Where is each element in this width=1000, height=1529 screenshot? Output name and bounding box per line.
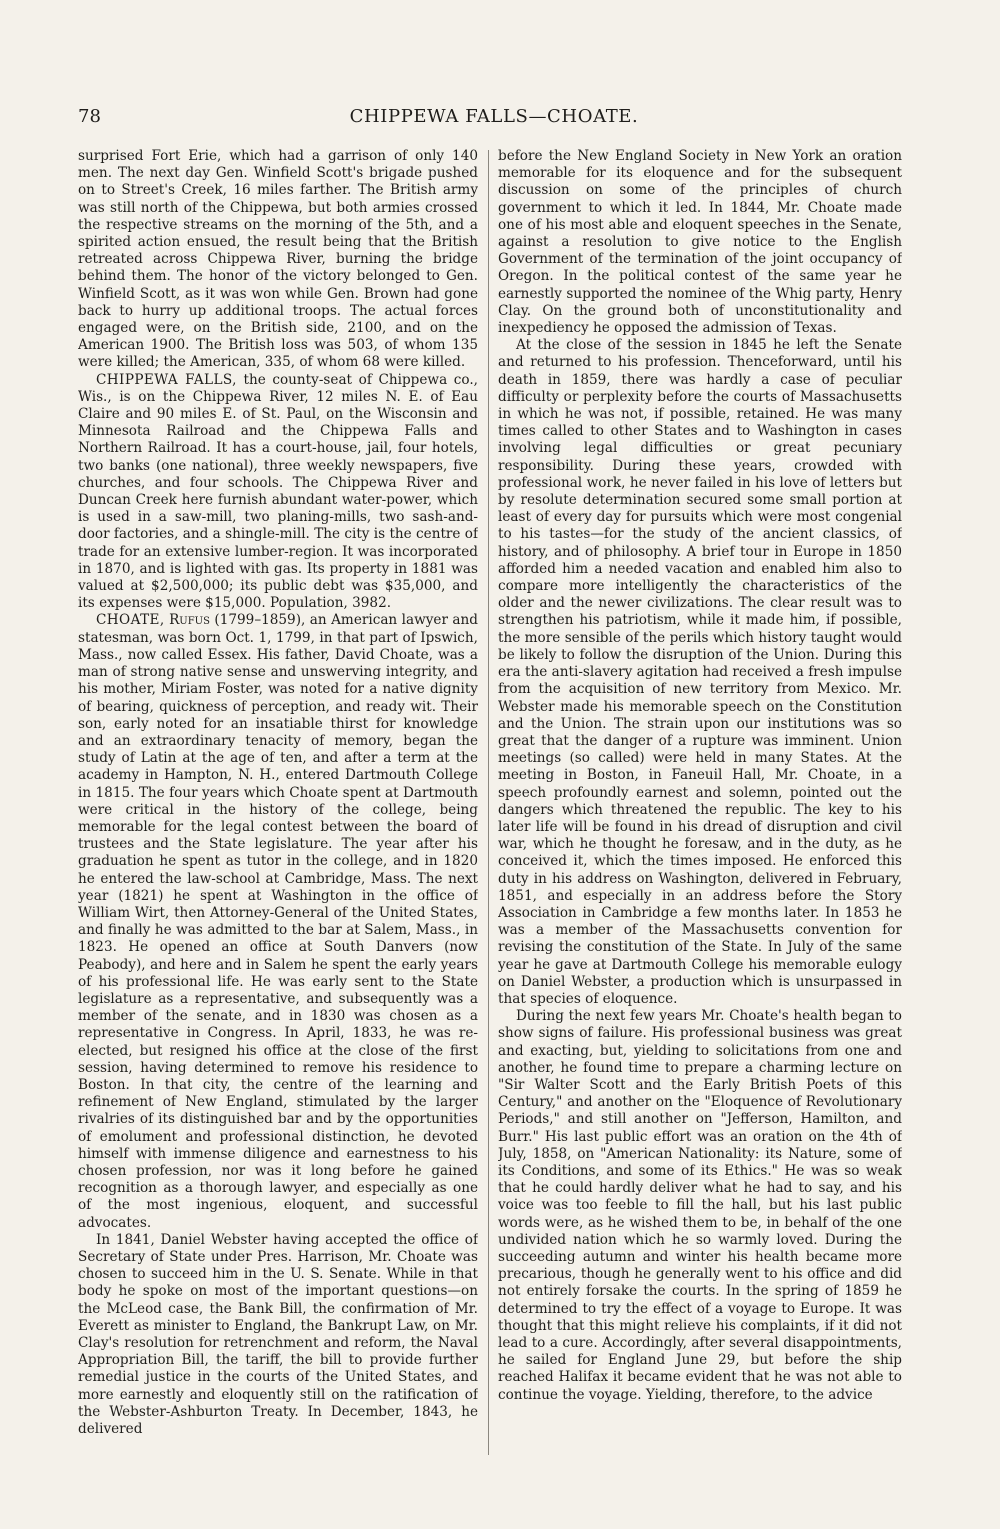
entry-choate bbox=[78, 612, 478, 1231]
paragraph-new-england-society: before the New England Society in New York an oration memorable for its eloquence and for the subsequent discussion on some of the principles of church government to which it led. In 1844, Mr. Choate made one of his most able and eloquent speeches in the Senate, against a resolution to give notice to the English Government of the termination of the joint occupancy of Oregon. In the political contest of the same year he earnestly supported the nominee of the Whig party, Henry Clay. On the ground both of unconstitutionality and inexpediency he opposed the admission of Texas. bbox=[498, 148, 902, 337]
paragraph-fort-erie: surprised Fort Erie, which had a garrison of only 140 men. The next day Gen. Winfield Scott's brigade pushed on to Street's Creek, 16 miles farther. The British army was still north of the Chippewa, but both armies crossed the respective streams on the morning of the 5th, and a spirited action ensued, the result being that the British retreated across Chippewa River, burning the bridge behind them. The honor of the victory belonged to Gen. Winfield Scott, as it was won while Gen. Brown had gone back to hurry up additional troops. The actual forces engaged were, on the British side, 2100, and on the American 1900. The British loss was 503, of whom 135 were killed; the American, 335, of whom 68 were killed. bbox=[78, 148, 478, 371]
entry-text-chippewa-falls: the county-seat of Chippewa co., Wis., is on the Chippewa River, 12 miles N. E. of Eau Claire and 90 miles E. of St. Paul, on the Wisconsin and Minnesota Railroad and the Chippewa Falls and Northern Railroad. It has a court-house, jail, four hotels, two banks (one national), three weekly newspapers, five churches, and four schools. The Chippewa River and Duncan Creek here furnish abundant water-power, which is used in a saw-mill, two planing-mills, two sash-and-door factories, and a shingle-mill. The city is the centre of trade for an extensive lumber-region. It was incorporated in 1870, and is lighted with gas. Its property in 1881 was valued at $2,500,000; its public debt was $35,000, and its expenses were $15,000. Population, 3982. bbox=[78, 371, 478, 612]
headword-chippewa-falls: CHIPPEWA FALLS, bbox=[96, 371, 237, 388]
running-head bbox=[78, 106, 910, 132]
entry-chippewa-falls bbox=[78, 372, 478, 613]
paragraph-return-to-profession: At the close of the session in 1845 he left the Senate and returned to his profession. Thenceforward, until his death in 1859, there was hardly a case of peculiar difficulty or perplexity before the courts of Massachusetts in which he was not, if possible, retained. He was many times called to other States and to Washington in cases involving legal difficulties or great pecuniary responsibility. During these years, crowded with professional work, he never failed in his love of letters but by resolute determination secured some small portion at least of every day for pursuits which were most congenial to his tastes—for the study of the ancient classics, of history, and of philosophy. A brief tour in Europe in 1850 afforded him a needed vacation and enabled him also to compare more intelligently the characteristics of the older and the newer civilizations. The clear result was to strengthen his patriotism, while it made him, if possible, the more sensible of the perils which history taught would be likely to follow the disruption of the Union. During this era the anti-slavery agitation had received a fresh impulse from the acquisition of new territory from Mexico. Mr. Webster made his memorable speech on the Constitution and the Union. The strain upon our institutions was so great that the danger of a rupture was imminent. Union meetings (so called) were held in many States. At the meeting in Boston, in Faneuil Hall, Mr. Choate, in a speech profoundly earnest and solemn, pointed out the dangers which threatened the republic. The key to his later life will be found in his dread of disruption and civil war, which he thought he foresaw, and in the duty, as he conceived it, which the times imposed. He enforced this duty in his address on Washington, delivered in February, 1851, and especially in an address before the Story Association in Cambridge a few months later. In 1853 he was a member of the Massachusetts convention for revising the constitution of the State. In July of the same year he gave at Dartmouth College his memorable eulogy on Daniel Webster, a production which is unsurpassed in that species of eloquence. bbox=[498, 337, 902, 1007]
right-column bbox=[498, 148, 902, 1458]
left-column bbox=[78, 148, 478, 1458]
entry-text-choate: (1799–1859), an American lawyer and statesman, was born Oct. 1, 1799, in that part of Ipswich, Mass., now called Essex. His father, David Choate, was a man of strong native sense and unswerving integrity, and his mother, Miriam Foster, was noted for a native dignity of bearing, quickness of perception, and ready wit. Their son, early noted for an insatiable thirst for knowledge and an extraordinary tenacity of memory, began the study of Latin at the age of ten, and after a term at the academy in Hampton, N. H., entered Dartmouth College in 1815. The four years which Choate spent at Dartmouth were critical in the history of the college, being memorable for the legal contest between the board of trustees and the State legislature. The year after his graduation he spent as tutor in the college, and in 1820 he entered the law-school at Cambridge, Mass. The next year (1821) he spent at Washington in the office of William Wirt, then Attorney-General of the United States, and finally he was admitted to the bar at Salem, Mass., in 1823. He opened an office at South Danvers (now Peabody), and here and in Salem he spent the early years of his professional life. He was early sent to the State legislature as a representative, and subsequently was a member of the senate, and in 1830 was chosen as a representative in Congress. In April, 1833, he was re-elected, but resigned his office at the close of the first session, having determined to remove his residence to Boston. In that city, the centre of the learning and refinement of New England, stimulated by the larger rivalries of its distinguished bar and by the opportunities of emolument and professional distinction, he devoted himself with immense diligence and earnestness to his chosen profession, nor was it long before he gained recognition as a thorough lawyer, and especially as one of the most ingenious, eloquent, and successful advocates. bbox=[78, 612, 478, 1231]
paragraph-senate: In 1841, Daniel Webster having accepted the office of Secretary of State under Pres. Harrison, Mr. Choate was chosen to succeed him in the U. S. Senate. While in that body he spoke on most of the important questions—on the McLeod case, the Bank Bill, the confirmation of Mr. Everett as minister to England, the Bankrupt Law, on Mr. Clay's resolution for retrenchment and reform, the Naval Appropriation Bill, the tariff, the bill to provide further remedial justice in the courts of the United States, and more earnestly and eloquently still on the ratification of the Webster-Ashburton Treaty. In December, 1843, he delivered bbox=[78, 1231, 478, 1438]
headword-choate: CHOATE, bbox=[96, 612, 165, 629]
headword-choate-firstname: Rufus bbox=[169, 612, 210, 629]
page-number: 78 bbox=[78, 106, 101, 127]
column-divider bbox=[488, 150, 489, 1455]
page-title: CHIPPEWA FALLS—CHOATE. bbox=[349, 106, 639, 127]
paragraph-failing-health: During the next few years Mr. Choate's health began to show signs of failure. His professional business was great and exacting, but, yielding to solicitations from one and another, he found time to prepare a charming lecture on "Sir Walter Scott and the Early British Poets of this Century," and another on the "Eloquence of Revolutionary Periods," and still another on "Jefferson, Hamilton, and Burr." His last public effort was an oration on the 4th of July, 1858, on "American Nationality: its Nature, some of its Conditions, and some of its Ethics." He was so weak that he could hardly deliver what he had to say, and his voice was too feeble to fill the hall, but his last public words were, as he wished them to be, in behalf of the one undivided nation which he so warmly loved. During the succeeding autumn and winter his health became more precarious, though he generally went to his office and did not entirely forsake the courts. In the spring of 1859 he determined to try the effect of a voyage to Europe. It was thought that this might relieve his complaints, if it did not lead to a cure. Accordingly, after several disappointments, he sailed for England June 29, but before the ship reached Halifax it became evident that he was not able to continue the voyage. Yielding, therefore, to the advice bbox=[498, 1008, 902, 1403]
